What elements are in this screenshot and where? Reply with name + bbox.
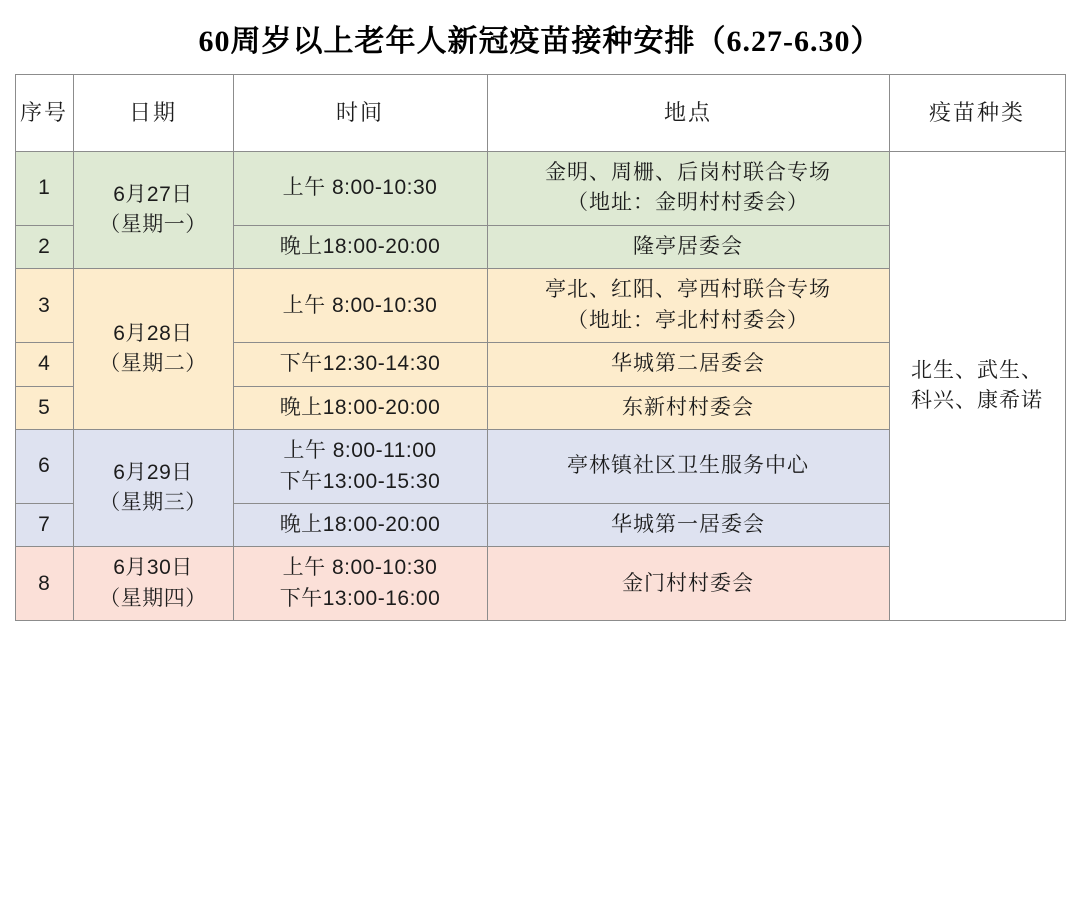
row-place: 金明、周栅、后岗村联合专场 （地址：金明村村委会） [487, 152, 889, 226]
vaccination-schedule-table [15, 74, 1066, 621]
row-index: 3 [15, 269, 73, 343]
row-date: 6月27日 （星期一） [73, 152, 233, 269]
row-index: 1 [15, 152, 73, 226]
table-row [15, 152, 1065, 226]
row-index: 2 [15, 225, 73, 268]
row-time: 上午 8:00-10:30 [233, 152, 487, 226]
table-header-row [15, 75, 1065, 152]
table-body [15, 152, 1065, 621]
vaccine-types: 北生、武生、 科兴、康希诺 [889, 152, 1065, 621]
header-vaccine: 疫苗种类 [889, 75, 1065, 152]
row-place: 亭北、红阳、亭西村联合专场 （地址：亭北村村委会） [487, 269, 889, 343]
row-time: 上午 8:00-10:30 下午13:00-16:00 [233, 547, 487, 621]
header-index: 序号 [15, 75, 73, 152]
row-index: 5 [15, 386, 73, 429]
row-place: 隆亭居委会 [487, 225, 889, 268]
row-date: 6月28日 （星期二） [73, 269, 233, 430]
header-time: 时间 [233, 75, 487, 152]
row-place: 亭林镇社区卫生服务中心 [487, 430, 889, 504]
row-index: 7 [15, 503, 73, 546]
row-place: 华城第二居委会 [487, 343, 889, 386]
row-place: 华城第一居委会 [487, 503, 889, 546]
row-index: 8 [15, 547, 73, 621]
row-time: 上午 8:00-11:00 下午13:00-15:30 [233, 430, 487, 504]
header-place: 地点 [487, 75, 889, 152]
page-title: 60周岁以上老年人新冠疫苗接种安排（6.27-6.30） [198, 25, 882, 58]
header-date: 日期 [73, 75, 233, 152]
row-time: 上午 8:00-10:30 [233, 269, 487, 343]
row-place: 金门村村委会 [487, 547, 889, 621]
row-index: 4 [15, 343, 73, 386]
row-time: 下午12:30-14:30 [233, 343, 487, 386]
row-place: 东新村村委会 [487, 386, 889, 429]
row-date: 6月29日 （星期三） [73, 430, 233, 547]
row-time: 晚上18:00-20:00 [233, 503, 487, 546]
row-time: 晚上18:00-20:00 [233, 225, 487, 268]
row-index: 6 [15, 430, 73, 504]
row-date: 6月30日 （星期四） [73, 547, 233, 621]
row-time: 晚上18:00-20:00 [233, 386, 487, 429]
